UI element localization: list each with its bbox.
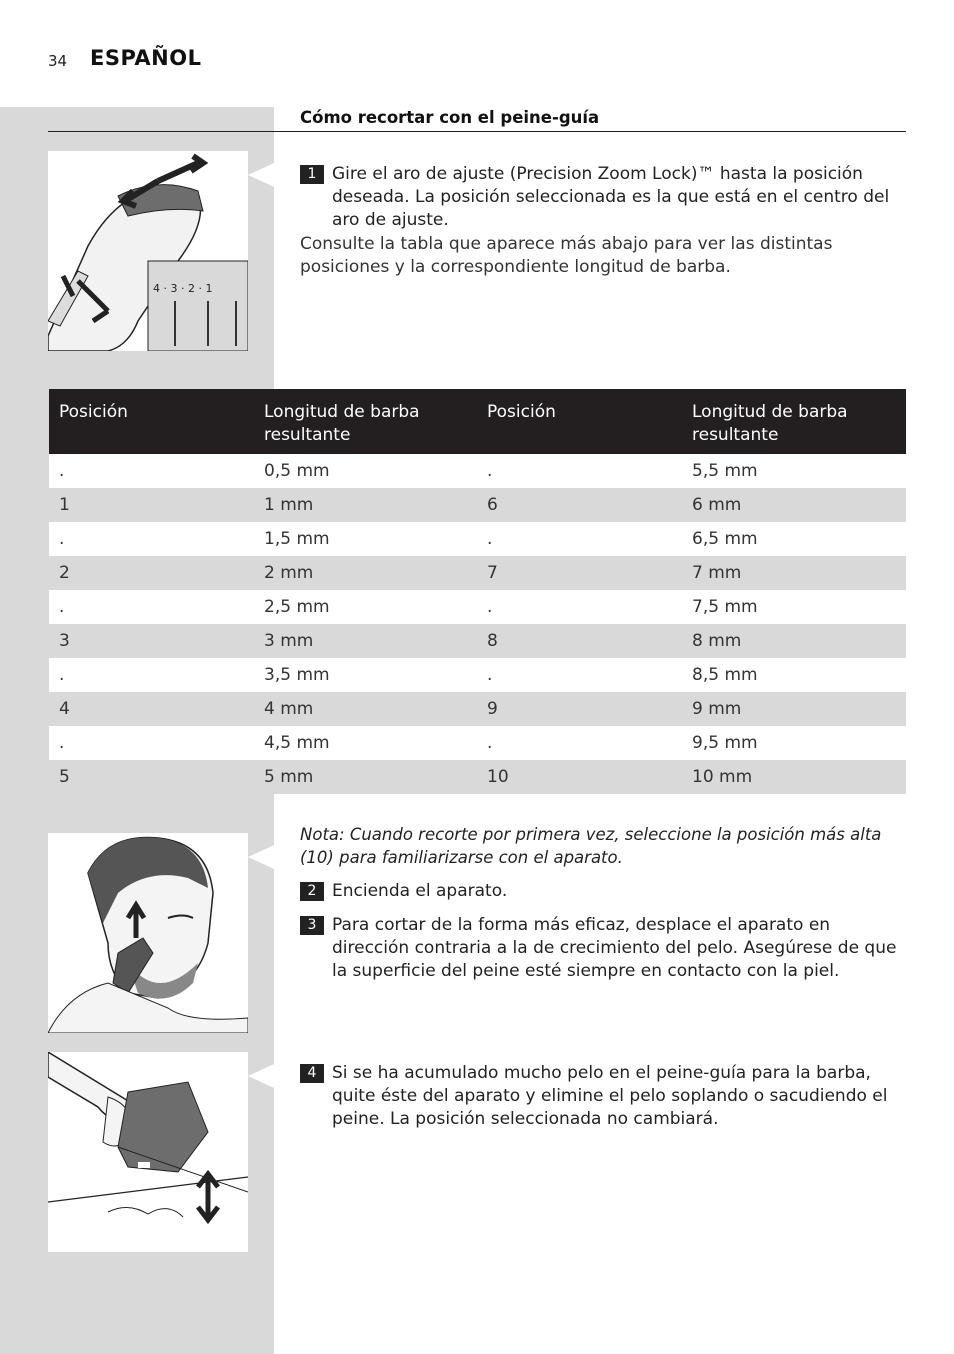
- cell: 2,5 mm: [254, 590, 477, 624]
- cell: 3 mm: [254, 624, 477, 658]
- cell: .: [49, 454, 254, 488]
- cell: 7: [477, 556, 682, 590]
- table-header-row: [49, 389, 906, 454]
- note-text: Nota: Cuando recorte por primera vez, seleccione la posición más alta (10) para familiarizarse con el aparato.: [300, 825, 882, 867]
- section-title: Cómo recortar con el peine-guía: [300, 108, 600, 127]
- figure-pointer: [248, 845, 274, 869]
- cell: .: [49, 658, 254, 692]
- cell: 8,5 mm: [682, 658, 906, 692]
- step-2: [300, 880, 900, 903]
- cell: 6 mm: [682, 488, 906, 522]
- header-position: Posición: [49, 389, 254, 454]
- cell: 1 mm: [254, 488, 477, 522]
- cell: .: [477, 522, 682, 556]
- table-intro-text: Consulte la tabla que aparece más abajo para ver las distintas posiciones y la correspondiente longitud de barba.: [300, 234, 833, 277]
- table-row: [49, 556, 906, 590]
- table-row: [49, 488, 906, 522]
- cell: 10: [477, 760, 682, 794]
- table-row: [49, 692, 906, 726]
- figure-pointer: [248, 1064, 274, 1088]
- step-text: Para cortar de la forma más eficaz, desplace el aparato en dirección contraria a la de crecimiento del pelo. Asegúrese de que la superficie del peine esté siempre en contacto con la piel.: [332, 915, 897, 981]
- header-length: Longitud de barba resultante: [682, 389, 906, 454]
- cell: 4: [49, 692, 254, 726]
- header-position: Posición: [477, 389, 682, 454]
- cell: 5: [49, 760, 254, 794]
- cell: 10 mm: [682, 760, 906, 794]
- table-row: [49, 760, 906, 794]
- cell: 5,5 mm: [682, 454, 906, 488]
- step-text: Gire el aro de ajuste (Precision Zoom Lock)™ hasta la posición deseada. La posición seleccionada es la que está en el centro del aro de ajuste.: [332, 164, 890, 230]
- cell: 7 mm: [682, 556, 906, 590]
- step-number: 1: [300, 165, 324, 184]
- cell: 9: [477, 692, 682, 726]
- step-number: 2: [300, 882, 324, 901]
- figure-pointer: [248, 163, 274, 187]
- table-row: [49, 726, 906, 760]
- cell: 2 mm: [254, 556, 477, 590]
- dial-scale-label: 4 · 3 · 2 · 1: [153, 282, 213, 295]
- step-4: [300, 1062, 900, 1131]
- step-3: [300, 914, 900, 983]
- cell: 3,5 mm: [254, 658, 477, 692]
- cell: 7,5 mm: [682, 590, 906, 624]
- cell: 2: [49, 556, 254, 590]
- page-number: 34: [48, 52, 68, 70]
- cell: 8: [477, 624, 682, 658]
- cell: 9 mm: [682, 692, 906, 726]
- cell: .: [477, 726, 682, 760]
- cell: .: [477, 590, 682, 624]
- cell: 5 mm: [254, 760, 477, 794]
- position-length-table: [49, 389, 906, 794]
- cell: .: [49, 590, 254, 624]
- cell: 8 mm: [682, 624, 906, 658]
- step-number: 3: [300, 916, 324, 935]
- beard-trimming-illustration: [48, 833, 248, 1033]
- table-row: [49, 624, 906, 658]
- step-text: Encienda el aparato.: [332, 881, 508, 901]
- section-rule: [48, 131, 906, 132]
- cell: 9,5 mm: [682, 726, 906, 760]
- trimmer-dial-illustration: [48, 151, 248, 351]
- language-heading: ESPAÑOL: [90, 46, 202, 70]
- cell: 0,5 mm: [254, 454, 477, 488]
- cell: 1: [49, 488, 254, 522]
- table-row: [49, 658, 906, 692]
- cell: 1,5 mm: [254, 522, 477, 556]
- cell: 6: [477, 488, 682, 522]
- cell: 3: [49, 624, 254, 658]
- step-number: 4: [300, 1064, 324, 1083]
- step-1: [300, 163, 900, 232]
- cell: 4 mm: [254, 692, 477, 726]
- cell: 4,5 mm: [254, 726, 477, 760]
- header-length: Longitud de barba resultante: [254, 389, 477, 454]
- table-row: [49, 522, 906, 556]
- cell: 6,5 mm: [682, 522, 906, 556]
- cell: .: [477, 658, 682, 692]
- comb-cleaning-illustration: [48, 1052, 248, 1252]
- table-row: [49, 454, 906, 488]
- cell: .: [49, 522, 254, 556]
- cell: .: [477, 454, 682, 488]
- step-text: Si se ha acumulado mucho pelo en el peine-guía para la barba, quite éste del aparato y elimine el pelo soplando o sacudiendo el peine. La posición seleccionada no cambiará.: [332, 1063, 888, 1129]
- table-row: [49, 590, 906, 624]
- cell: .: [49, 726, 254, 760]
